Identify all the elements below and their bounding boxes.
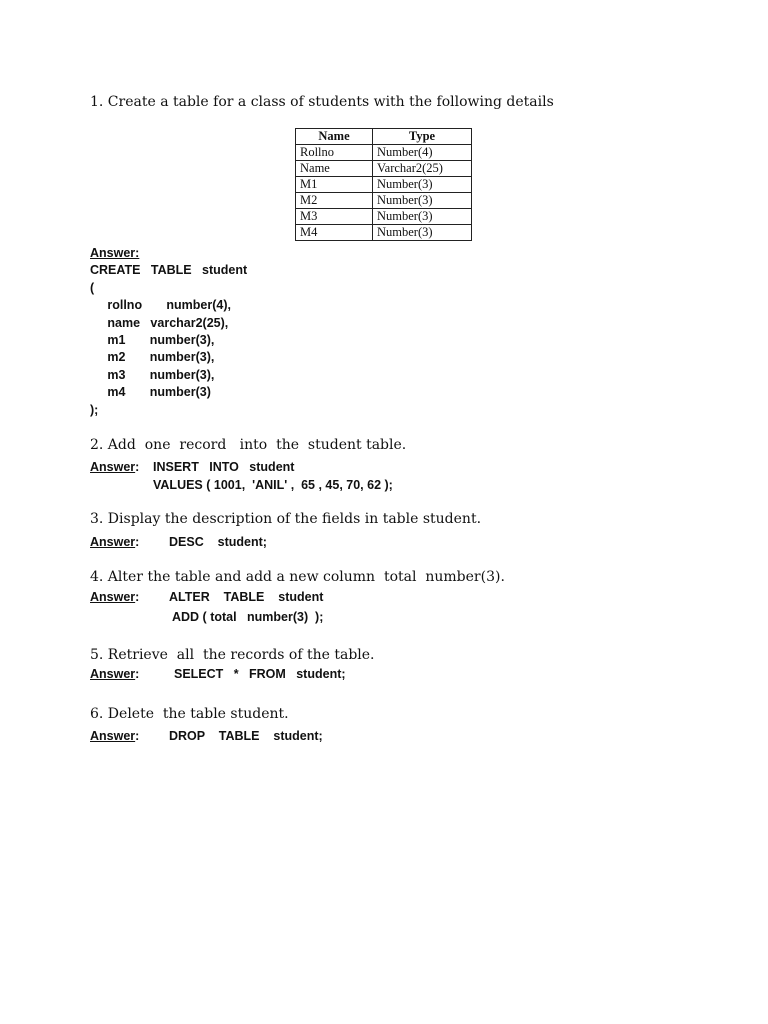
table-row (296, 193, 472, 209)
header-name: Name (296, 129, 373, 145)
cell-name: Rollno (296, 145, 373, 161)
answer-1-line: name varchar2(25), (90, 316, 229, 330)
cell-name: M4 (296, 225, 373, 241)
answer-1-line: CREATE TABLE student (90, 263, 248, 277)
table-header-row (296, 129, 472, 145)
answer-label: Answer: (90, 246, 140, 260)
answer-label: Answer (90, 667, 136, 681)
cell-name: Name (296, 161, 373, 177)
answer-label: Answer (90, 590, 136, 604)
answer-4-line-1: ALTER TABLE student (169, 590, 324, 604)
answer-label: Answer (90, 460, 136, 474)
question-1: 1. Create a table for a class of students with the following details (90, 94, 554, 110)
cell-type: Number(3) (373, 177, 472, 193)
cell-name: M2 (296, 193, 373, 209)
answer-1-line: m1 number(3), (90, 333, 215, 347)
answer-5-line-1: SELECT * FROM student; (174, 667, 346, 681)
question-2: 2. Add one record into the student table. (90, 437, 407, 453)
table-row (296, 161, 472, 177)
table-row (296, 177, 472, 193)
question-5: 5. Retrieve all the records of the table. (90, 647, 375, 663)
cell-name: M1 (296, 177, 373, 193)
header-type: Type (373, 129, 472, 145)
cell-type: Varchar2(25) (373, 161, 472, 177)
answer-label: Answer (90, 535, 136, 549)
answer-1-line: rollno number(4), (90, 298, 231, 312)
table-row (296, 209, 472, 225)
answer-2-line-1: INSERT INTO student (153, 460, 295, 474)
answer-4-line-2: ADD ( total number(3) ); (172, 610, 324, 624)
answer-1-line: m2 number(3), (90, 350, 215, 364)
answer-label: Answer (90, 729, 136, 743)
table-row (296, 225, 472, 241)
question-3: 3. Display the description of the fields in table student. (90, 511, 482, 527)
answer-1-line: m4 number(3) (90, 385, 211, 399)
student-details-table (295, 128, 472, 241)
cell-type: Number(3) (373, 209, 472, 225)
answer-6-label: Answer: (90, 729, 140, 743)
answer-4-label: Answer: (90, 590, 140, 604)
cell-type: Number(4) (373, 145, 472, 161)
answer-3-label: Answer: (90, 535, 140, 549)
cell-type: Number(3) (373, 225, 472, 241)
answer-2-label: Answer: (90, 460, 140, 474)
answer-1-label (90, 246, 139, 260)
answer-1-line: ); (90, 403, 99, 417)
answer-5-label: Answer: (90, 667, 140, 681)
cell-type: Number(3) (373, 193, 472, 209)
answer-2-line-2: VALUES ( 1001, 'ANIL' , 65 , 45, 70, 62 ); (153, 478, 393, 492)
table-row (296, 145, 472, 161)
cell-name: M3 (296, 209, 373, 225)
answer-6-line-1: DROP TABLE student; (169, 729, 323, 743)
question-4: 4. Alter the table and add a new column total number(3). (90, 569, 505, 585)
answer-3-line-1: DESC student; (169, 535, 267, 549)
answer-1-line: ( (90, 281, 95, 295)
answer-1-line: m3 number(3), (90, 368, 215, 382)
question-6: 6. Delete the table student. (90, 706, 289, 722)
